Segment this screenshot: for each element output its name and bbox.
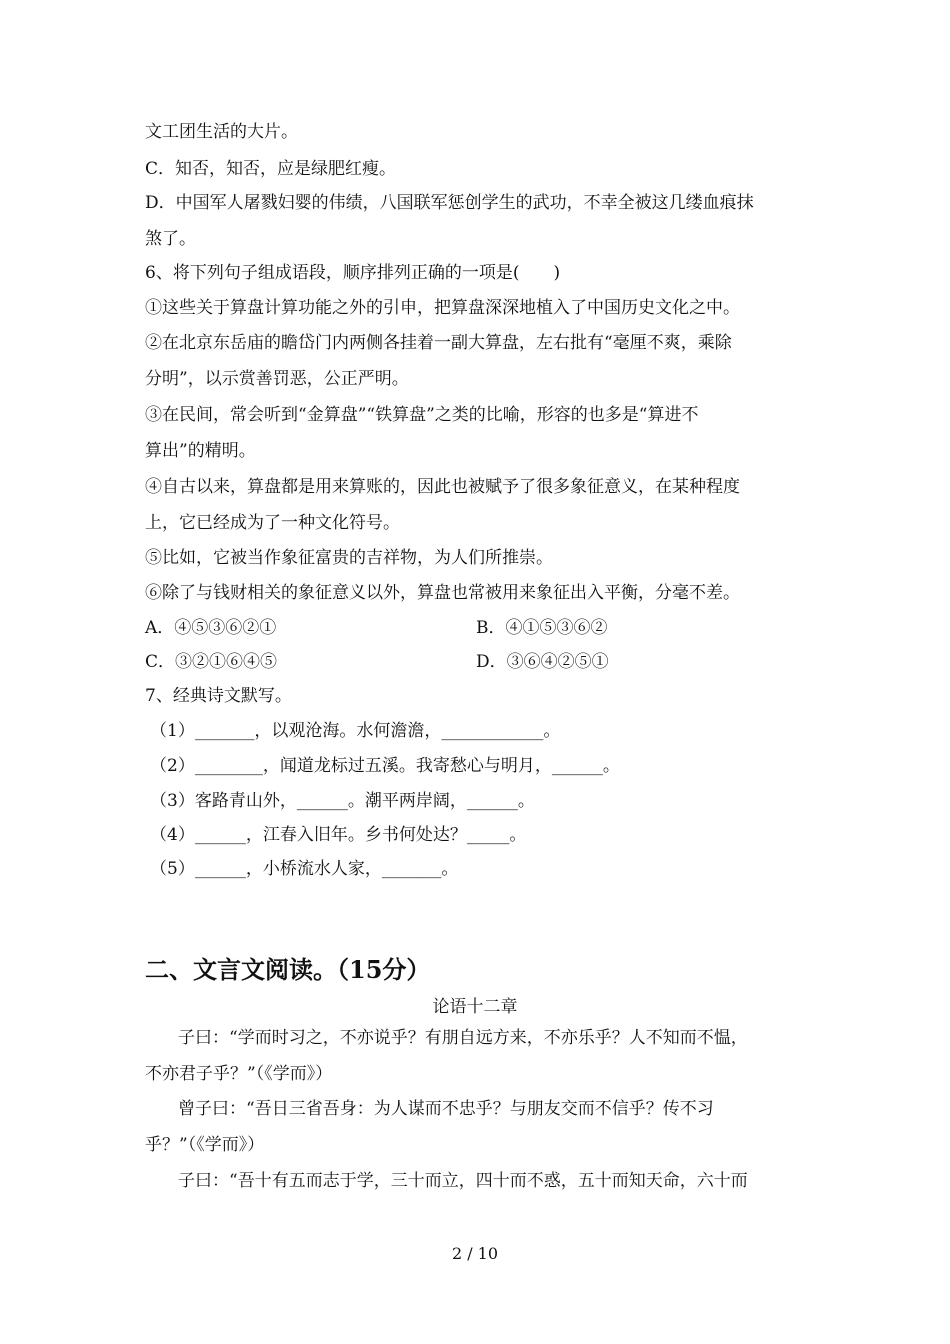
section-heading: 二、文言文阅读。（15分） (145, 955, 431, 984)
q6-option-a: A．④⑤③⑥②① (145, 618, 277, 638)
passage-para2-line1: 曾子曰：“吾日三省吾身：为人谋而不忠乎？与朋友交而不信乎？传不习 (178, 1099, 714, 1119)
q6-stem: 6、将下列句子组成语段，顺序排列正确的一项是( ) (145, 263, 561, 283)
passage-para3-line1: 子曰：“吾十有五而志于学，三十而立，四十而不惑，五十而知天命，六十而 (178, 1171, 748, 1191)
q6-sentence-2-line2: 分明”，以示赏善罚恶，公正严明。 (145, 369, 409, 389)
q5-continuation: 文工团生活的大片。 (145, 122, 298, 142)
q6-sentence-1: ①这些关于算盘计算功能之外的引申，把算盘深深地植入了中国历史文化之中。 (145, 298, 740, 318)
q6-sentence-4-line2: 上，它已经成为了一种文化符号。 (145, 513, 400, 533)
q6-option-b: B．④①⑤③⑥② (476, 618, 608, 638)
passage-para1-line2: 不亦君子乎？”（《学而》） (145, 1064, 333, 1084)
q6-sentence-4-line1: ④自古以来，算盘都是用来算账的，因此也被赋予了很多象征意义，在某种程度 (145, 477, 740, 497)
q5-option-c: C．知否，知否，应是绿肥红瘦。 (145, 159, 397, 179)
passage-title: 论语十二章 (432, 997, 518, 1017)
q7-line-3: （3）客路青山外，______。潮平两岸阔，______。 (150, 791, 535, 811)
q6-option-c: C．③②①⑥④⑤ (145, 652, 278, 672)
q5-option-d-line2: 煞了。 (145, 229, 196, 249)
passage-para2-line2: 乎？”（《学而》） (145, 1135, 265, 1155)
q6-sentence-3-line1: ③在民间，常会听到“金算盘”“铁算盘”之类的比喻，形容的也多是“算进不 (145, 405, 699, 425)
passage-para1-line1: 子曰：“学而时习之，不亦说乎？有朋自远方来，不亦乐乎？人不知而不愠， (178, 1028, 748, 1048)
q6-sentence-2-line1: ②在北京东岳庙的瞻岱门内两侧各挂着一副大算盘，左右批有“毫厘不爽，乘除 (145, 333, 732, 353)
q7-line-5: （5）______，小桥流水人家，_______。 (150, 859, 459, 879)
q7-stem: 7、经典诗文默写。 (145, 686, 292, 706)
q7-line-4: （4）______，江春入旧年。乡书何处达？_____。 (150, 825, 527, 845)
q6-sentence-6: ⑥除了与钱财相关的象征意义以外，算盘也常被用来象征出入平衡，分毫不差。 (145, 583, 740, 603)
q6-option-d: D．③⑥④②⑤① (476, 652, 609, 672)
q6-sentence-3-line2: 算出”的精明。 (145, 441, 256, 461)
q7-line-1: （1）_______，以观沧海。水何澹澹，____________。 (150, 721, 561, 741)
page-number: 2 / 10 (451, 1244, 499, 1263)
q7-line-2: （2）________，闻道龙标过五溪。我寄愁心与明月，______。 (150, 756, 620, 776)
q6-sentence-5: ⑤比如，它被当作象征富贵的吉祥物，为人们所推崇。 (145, 548, 553, 568)
q5-option-d-line1: D．中国军人屠戮妇婴的伟绩，八国联军惩创学生的武功，不幸全被这几缕血痕抹 (145, 193, 754, 213)
